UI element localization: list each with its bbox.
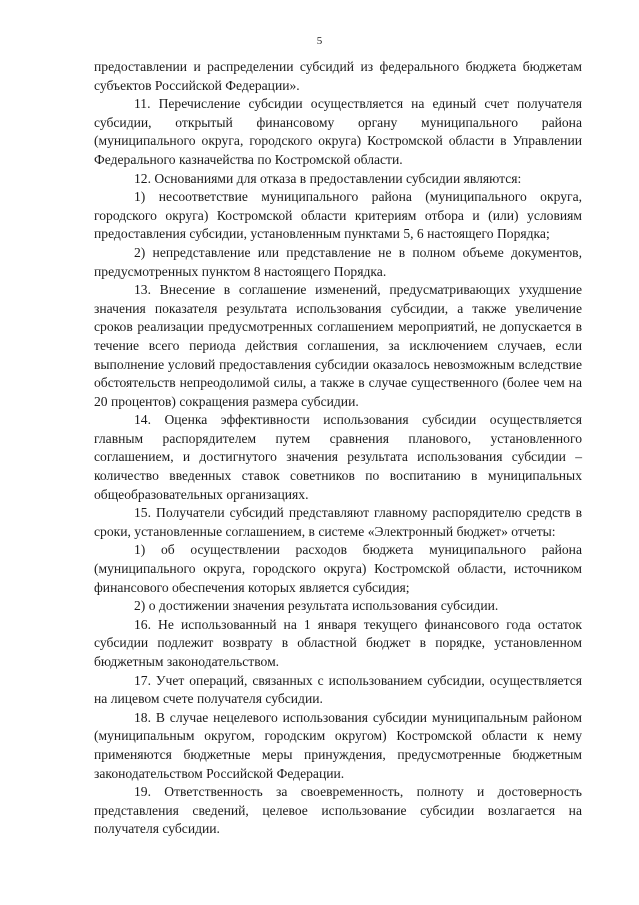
paragraph-14: 14. Оценка эффективности использования субсидии осуществляется главным распорядителем путем сравнения планового, установленного соглашением, и достигнутого значения результата использования субсидии – количество введенных ставок советников по воспитанию в муниципальных общеобразовательных организациях. <box>94 412 582 502</box>
paragraph-15-item-2: 2) о достижении значения результата использования субсидии. <box>134 598 499 614</box>
paragraph-12-item-2: 2) непредставление или представление не в полном объеме документов, предусмотренных пунктом 8 настоящего Порядка. <box>94 244 582 279</box>
paragraph-19: 19. Ответственность за своевременность, полноту и достоверность представления сведений, целевое использование субсидии возлагается на получателя субсидии. <box>94 784 582 837</box>
paragraph-12: 12. Основаниями для отказа в предоставлении субсидии являются: <box>134 170 522 186</box>
paragraph-16: 16. Не использованный на 1 января текущего финансового года остаток субсидии подлежит возврату в областной бюджет в порядке, установленном бюджетным законодательством. <box>94 616 582 669</box>
paragraph-17: 17. Учет операций, связанных с использованием субсидии, осуществляется на лицевом счете получателя субсидии. <box>94 672 582 707</box>
paragraph-15: 15. Получатели субсидий представляют главному распорядителю средств в сроки, установленные соглашением, в системе «Электронный бюджет» отчеты: <box>94 505 582 539</box>
paragraph-12-item-1: 1) несоответствие муниципального района (муниципального округа, городского округа) Костромской области критериям отбора и (или) условиям предоставления субсидии, установленным пунктами 5, 6 настоящего Порядка; <box>94 189 582 242</box>
document-body <box>94 58 582 839</box>
paragraph-18: 18. В случае нецелевого использования субсидии муниципальным районом (муниципальным округом, городским округом) Костромской области к нему применяются бюджетные меры принуждения, предусмотренные бюджетным законодательством Российской Федерации. <box>94 709 582 781</box>
page-number: 5 <box>316 35 323 47</box>
paragraph-11: 11. Перечисление субсидии осуществляется на единый счет получателя субсидии, открытый финансовому органу муниципального района (муниципального округа, городского округа) Костромской области в Управлении Федерального казначейства по Костромской области. <box>94 96 582 167</box>
paragraph-13: 13. Внесение в соглашение изменений, предусматривающих ухудшение значения показателя результата использования субсидии, а также увеличение сроков реализации предусмотренных соглашением мероприятий, не допускается в течение всего периода действия соглашения, за исключением случаев, если выполнение условий предоставления субсидии оказалось невозможным вследствие обстоятельств непреодолимой силы, а также в случае существенного (более чем на 20 процентов) сокращения размера субсидии. <box>94 282 582 409</box>
paragraph-continuation: предоставлении и распределении субсидий из федерального бюджета бюджетам субъектов Российской Федерации». <box>94 59 582 93</box>
paragraph-15-item-1: 1) об осуществлении расходов бюджета муниципального района (муниципального округа, городского округа) Костромской области, источником финансового обеспечения которых является субсидия; <box>94 542 582 595</box>
